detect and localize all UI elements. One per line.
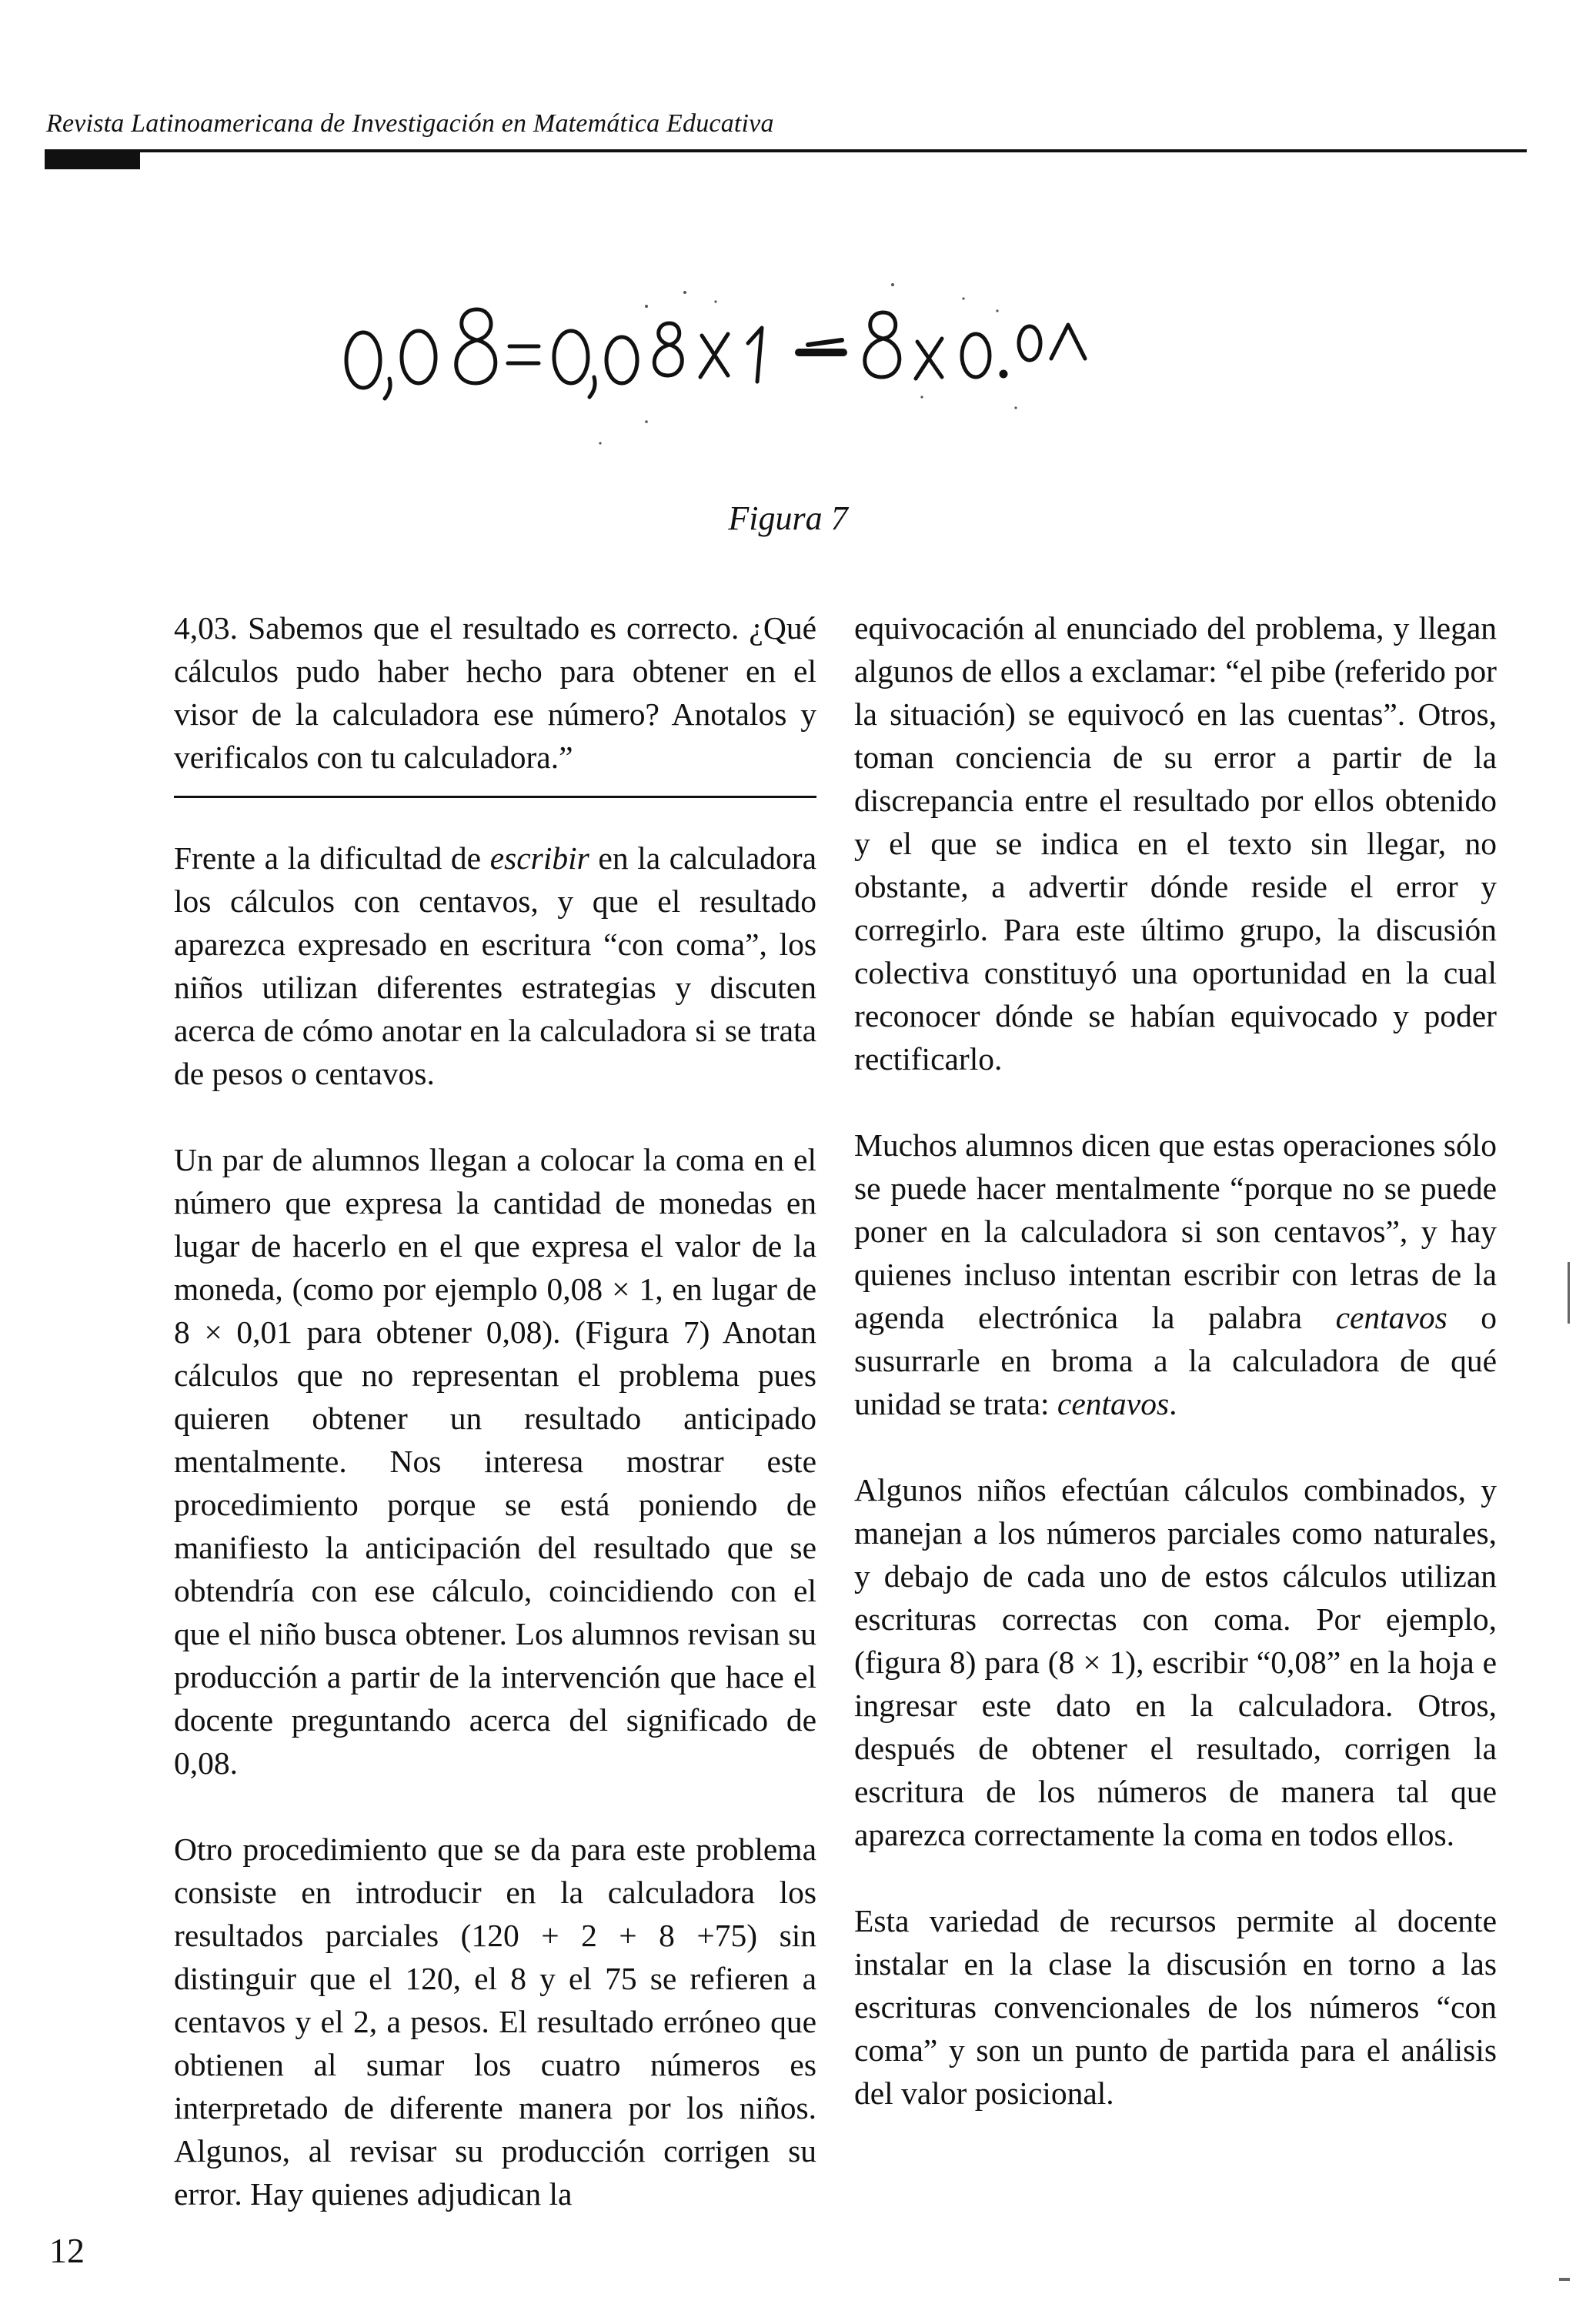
emphasis-centavos: centavos <box>1335 1300 1447 1335</box>
left-column <box>174 606 816 2215</box>
paragraph-conclusion: Esta variedad de recursos permite al docente instalar en la clase la discusión en torno a las escrituras convencionales de los números “con coma” y son un punto de partida para el análisis del valor posicional. <box>854 1903 1497 2111</box>
header-rule <box>45 149 1527 152</box>
paragraph-comma-placement: Un par de alumnos llegan a colocar la coma en el número que expresa la cantidad de monedas en lugar de hacerlo en el que expresa el valor de la moneda, (como por ejemplo 0,08 × 1, en lugar de 8 × 0,01 para obtener 0,08). (Figura 7) Anotan cálculos que no representan el problema pues quieren obtener un resultado anticipado mentalmente. Nos interesa mostrar este procedimiento porque se está poniendo de manifiesto la anticipación del resultado que se obtendría con ese cálculo, coincidiendo con el que el niño busca obtener. Los alumnos revisan su producción a partir de la intervención que hace el docente preguntando acerca del significado de 0,08. <box>174 1142 816 1781</box>
paragraph-partial-results: Otro procedimiento que se da para este problema consiste en introducir en la calculadora los resultados parciales (120 + 2 + 8 +75) sin distinguir que el 120, el 8 y el 75 se refieren a centavos y el 2, a pesos. El resultado erróneo que obtienen al sumar los cuatro números es interpretado de diferente manera por los niños. Algunos, al revisar su producción corrigen su error. Hay quienes adjudican la <box>174 1831 816 2212</box>
emphasis-escribir: escribir <box>489 840 589 876</box>
paragraph-combined-calculations: Algunos niños efectúan cálculos combinados, y manejan a los números parciales como naturales, y debajo de cada uno de estos cálculos utilizan escrituras correctas con coma. Por ejemplo, (figura 8) para (8 × 1), escribir “0,08” en la hoja e ingresar este dato en la calculadora. Otros, después de obtener el resultado, corrigen la escritura de los números de manera tal que aparezca correctamente la coma en todos ellos. <box>854 1472 1497 1852</box>
paragraph-mental-operations: Muchos alumnos dicen que estas operaciones sólo se puede hacer mentalmente “porque no se puede poner en la calculadora si son centavos”, y hay quienes incluso intentan escribir con letras de la agenda electrónica la palabra centavos o susurrarle en broma a la calculadora de qué unidad se trata: centavos. <box>854 1127 1498 1421</box>
header-rule-block <box>45 151 140 169</box>
right-column <box>854 606 1497 2115</box>
paragraph-difficulty: Frente a la dificultad de escribir en la calculadora los cálculos con centavos, y que el resultado aparezca expresado en escritura “con coma”, los niños utilizan diferentes estrategias y discuten acerca de cómo anotar en la calculadora si se trata de pesos o centavos. <box>174 840 816 1091</box>
page-number: 12 <box>49 2231 85 2270</box>
running-header: Revista Latinoamericana de Investigación en Matemática Educativa <box>46 109 774 138</box>
figure-caption: Figura 7 <box>728 499 848 537</box>
handwritten-figure <box>0 262 1576 508</box>
quote-separator-rule <box>174 796 816 798</box>
emphasis-centavos-2: centavos <box>1057 1386 1170 1421</box>
quote-continuation: 4,03. Sabemos que el resultado es correcto. ¿Qué cálculos pudo haber hecho para obtener en el visor de la calculadora ese número? Anotalos y verificalos con tu calculadora.” <box>174 610 816 775</box>
paragraph-error-attribution: equivocación al enunciado del problema, y llegan algunos de ellos a exclamar: “el pibe (referido por la situación) se equivocó en las cuentas”. Otros, toman conciencia de su error a partir de la discrepancia entre el resultado por ellos obtenido y el que se indica en el texto sin llegar, no obstante, a advertir dónde reside el error y corregirlo. Para este último grupo, la discusión colectiva constituyó una oportunidad en la cual reconocer dónde se habían equivocado y poder rectificarlo. <box>854 610 1497 1077</box>
scan-margin-mark <box>1568 1262 1570 1324</box>
scan-margin-mark <box>1559 2278 1570 2281</box>
